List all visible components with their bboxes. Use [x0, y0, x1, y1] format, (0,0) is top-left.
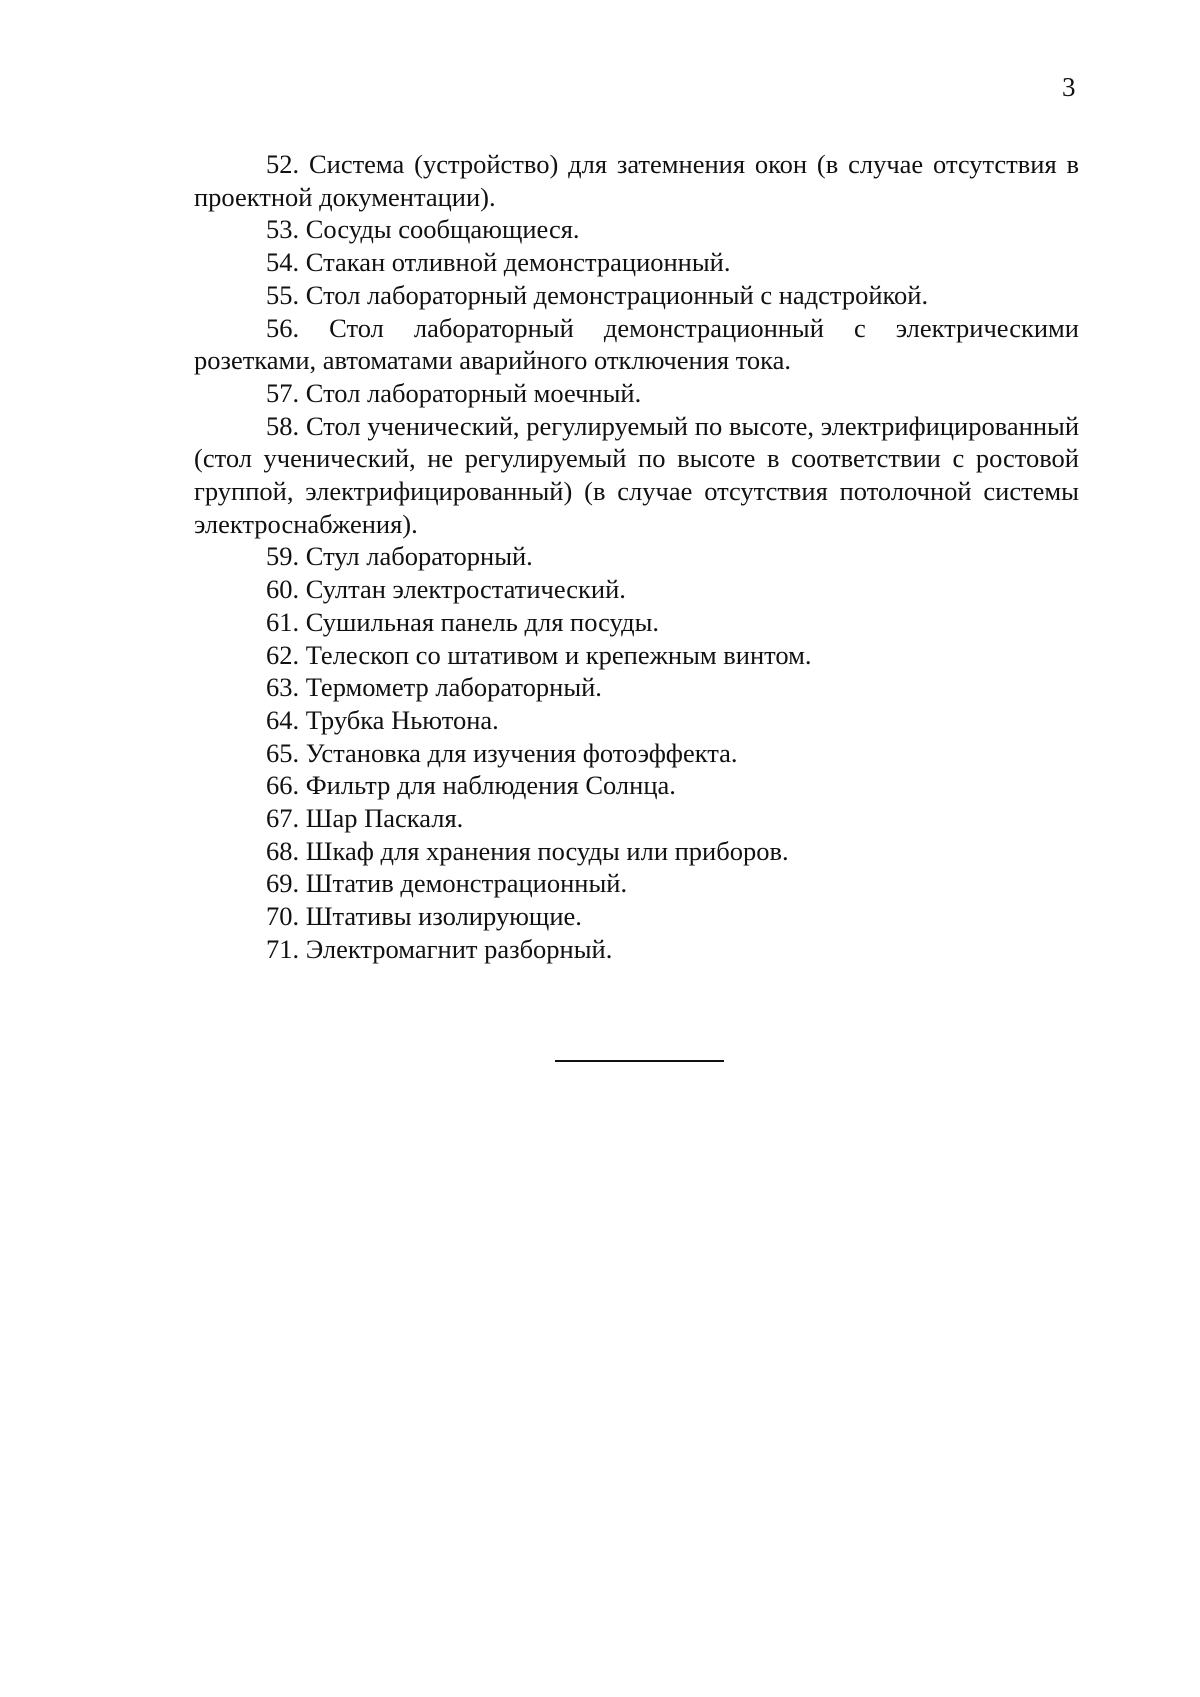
- list-item: [194, 410, 1079, 541]
- item-number: 53.: [266, 214, 300, 245]
- item-number: 61.: [266, 606, 300, 637]
- item-text: Сосуды сообщающиеся.: [305, 214, 580, 245]
- item-number: 56.: [266, 312, 300, 343]
- list-item: [194, 639, 1079, 672]
- item-number: 65.: [266, 737, 300, 768]
- item-text: Сушильная панель для посуды.: [305, 606, 660, 637]
- item-text: Установка для изучения фотоэффекта.: [305, 737, 738, 768]
- item-number: 63.: [266, 672, 300, 703]
- list-item: [194, 867, 1079, 900]
- item-number: 54.: [266, 247, 300, 278]
- list-item: [194, 573, 1079, 606]
- list-item: [194, 606, 1079, 639]
- list-item: [194, 312, 1079, 377]
- item-number: 58.: [266, 410, 300, 441]
- item-number: 66.: [266, 770, 300, 801]
- item-text: Штативы изолирующие.: [305, 901, 582, 932]
- item-text: Стол лабораторный моечный.: [305, 377, 642, 408]
- item-text: Термометр лабораторный.: [305, 672, 602, 703]
- item-text: Султан электростатический.: [305, 574, 626, 605]
- item-text: Электромагнит разборный.: [305, 933, 613, 964]
- item-text: Шкаф для хранения посуды или приборов.: [305, 835, 789, 866]
- item-number: 59.: [266, 541, 300, 572]
- item-text: Стул лабораторный.: [305, 541, 533, 572]
- item-text: Стол лабораторный демонстрационный с электрическими розетками, автоматами аварийного отключения тока.: [194, 312, 1079, 376]
- list-item: [194, 900, 1079, 933]
- item-number: 62.: [266, 639, 300, 670]
- list-item: [194, 769, 1079, 802]
- list-item: [194, 933, 1079, 966]
- item-number: 68.: [266, 835, 300, 866]
- list-item: [194, 737, 1079, 770]
- list-item: [194, 213, 1079, 246]
- item-number: 64.: [266, 704, 300, 735]
- list-item: [194, 802, 1079, 835]
- list-item: [194, 148, 1079, 213]
- item-text: Стол ученический, регулируемый по высоте, электрифицированный (стол ученический, не регулируемый по высоте в соответствии с ростовой группой, электрифицированный) (в случае отсутствия потолочной системы электроснабжения).: [194, 410, 1079, 539]
- item-text: Стол лабораторный демонстрационный с надстройкой.: [305, 279, 929, 310]
- item-number: 69.: [266, 868, 300, 899]
- item-number: 57.: [266, 377, 300, 408]
- item-text: Система (устройство) для затемнения окон (в случае отсутствия в проектной документации).: [194, 149, 1079, 212]
- list-item: [194, 835, 1079, 868]
- item-text: Телескоп со штативом и крепежным винтом.: [305, 639, 812, 670]
- item-number: 71.: [266, 933, 300, 964]
- item-number: 67.: [266, 803, 300, 834]
- list-item: [194, 540, 1079, 573]
- item-text: Фильтр для наблюдения Солнца.: [305, 770, 676, 801]
- equipment-list: [194, 148, 1079, 966]
- list-item: [194, 704, 1079, 737]
- item-text: Стакан отливной демонстрационный.: [305, 247, 731, 278]
- list-item: [194, 246, 1079, 279]
- list-item: [194, 377, 1079, 410]
- item-text: Шар Паскаля.: [305, 803, 464, 834]
- list-item: [194, 671, 1079, 704]
- item-number: 52.: [266, 149, 300, 179]
- item-number: 55.: [266, 279, 300, 310]
- item-text: Штатив демонстрационный.: [305, 868, 628, 899]
- list-item: [194, 279, 1079, 312]
- item-text: Трубка Ньютона.: [305, 704, 499, 735]
- page-number: 3: [1062, 72, 1076, 102]
- item-number: 70.: [266, 901, 300, 932]
- end-of-list-divider: [555, 1060, 724, 1062]
- item-number: 60.: [266, 574, 300, 605]
